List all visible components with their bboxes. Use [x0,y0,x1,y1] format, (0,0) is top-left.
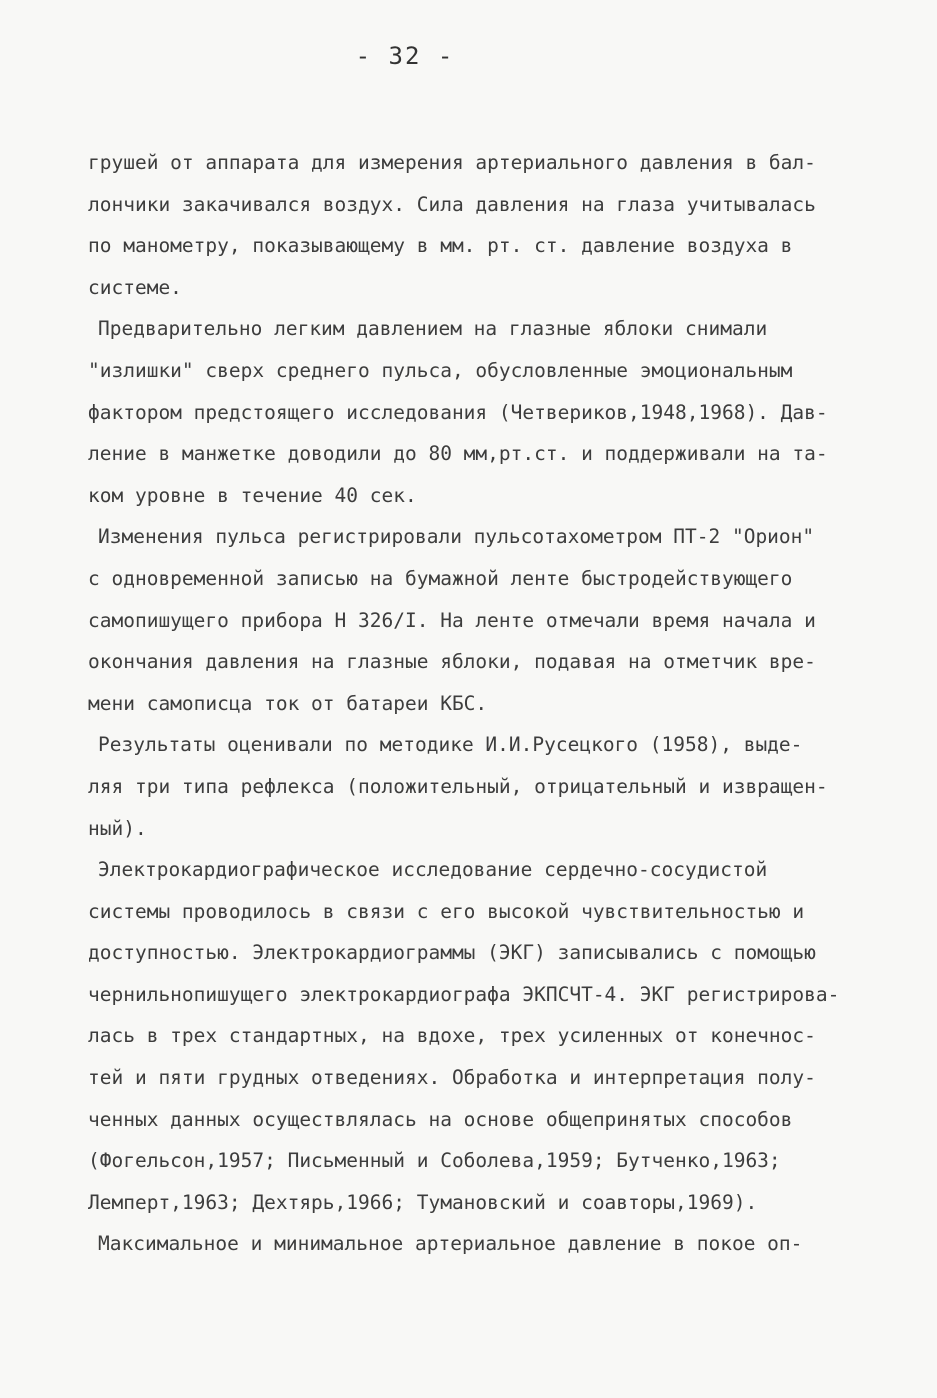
text-line: лончики закачивался воздух. Сила давления на глаза учитывалась [88,192,816,216]
text-line: тей и пяти грудных отведениях. Обработка и интерпретация полу- [88,1066,816,1090]
text-line: (Фогельсон,1957; Письменный и Соболева,1959; Бутченко,1963; [88,1149,781,1173]
text-line: системе. [88,275,182,299]
text-line: ком уровне в течение 40 сек. [88,483,417,507]
text-line: ляя три типа рефлекса (положительный, отрицательный и извращен- [88,774,828,798]
text-line: фактором предстоящего исследования (Четвериков,1948,1968). Дав- [88,400,828,424]
text-line: по манометру, показывающему в мм. рт. ст. давление воздуха в [88,234,793,258]
text-line: Лемперт,1963; Дехтярь,1966; Тумановский и соавторы,1969). [88,1190,758,1214]
text-line: самопишущего прибора Н 326/I. На ленте отмечали время начала и [88,608,816,632]
text-line: с одновременной записью на бумажной ленте быстродействующего [88,566,793,590]
text-line: окончания давления на глазные яблоки, подавая на отметчик вре- [88,650,816,674]
document-body [88,142,868,1265]
text-line: ный). [88,816,147,840]
text-line: лась в трех стандартных, на вдохе, трех усиленных от конечнос- [88,1024,816,1048]
text-line: "излишки" сверх среднего пульса, обусловленные эмоциональным [88,358,793,382]
text-line: доступностью. Электрокардиограммы (ЭКГ) записывались с помощью [88,941,816,965]
text-line: грушей от аппарата для измерения артериального давления в бал- [88,151,816,174]
text-line: мени самописца ток от батареи КБС. [88,691,488,715]
text-line: Предварительно легким давлением на глазные яблоки снимали [98,317,768,341]
text-line: ченных данных осуществлялась на основе общепринятых способов [88,1107,793,1131]
text-line: Изменения пульса регистрировали пульсотахометром ПТ-2 "Орион" [98,525,815,549]
text-line: Результаты оценивали по методике И.И.Русецкого (1958), выде- [98,733,803,757]
text-line: системы проводилось в связи с его высокой чувствительностью и [88,899,805,923]
text-line: ление в манжетке доводили до 80 мм,рт.ст. и поддерживали на та- [88,442,828,466]
text-line: Максимальное и минимальное артериальное давление в покое оп- [98,1232,803,1256]
page-number: - 32 - [355,42,455,70]
text-line: Электрокардиографическое исследование сердечно-сосудистой [98,858,768,882]
text-line: чернильнопишущего электрокардиографа ЭКПСЧТ-4. ЭКГ регистрирова- [88,982,840,1006]
